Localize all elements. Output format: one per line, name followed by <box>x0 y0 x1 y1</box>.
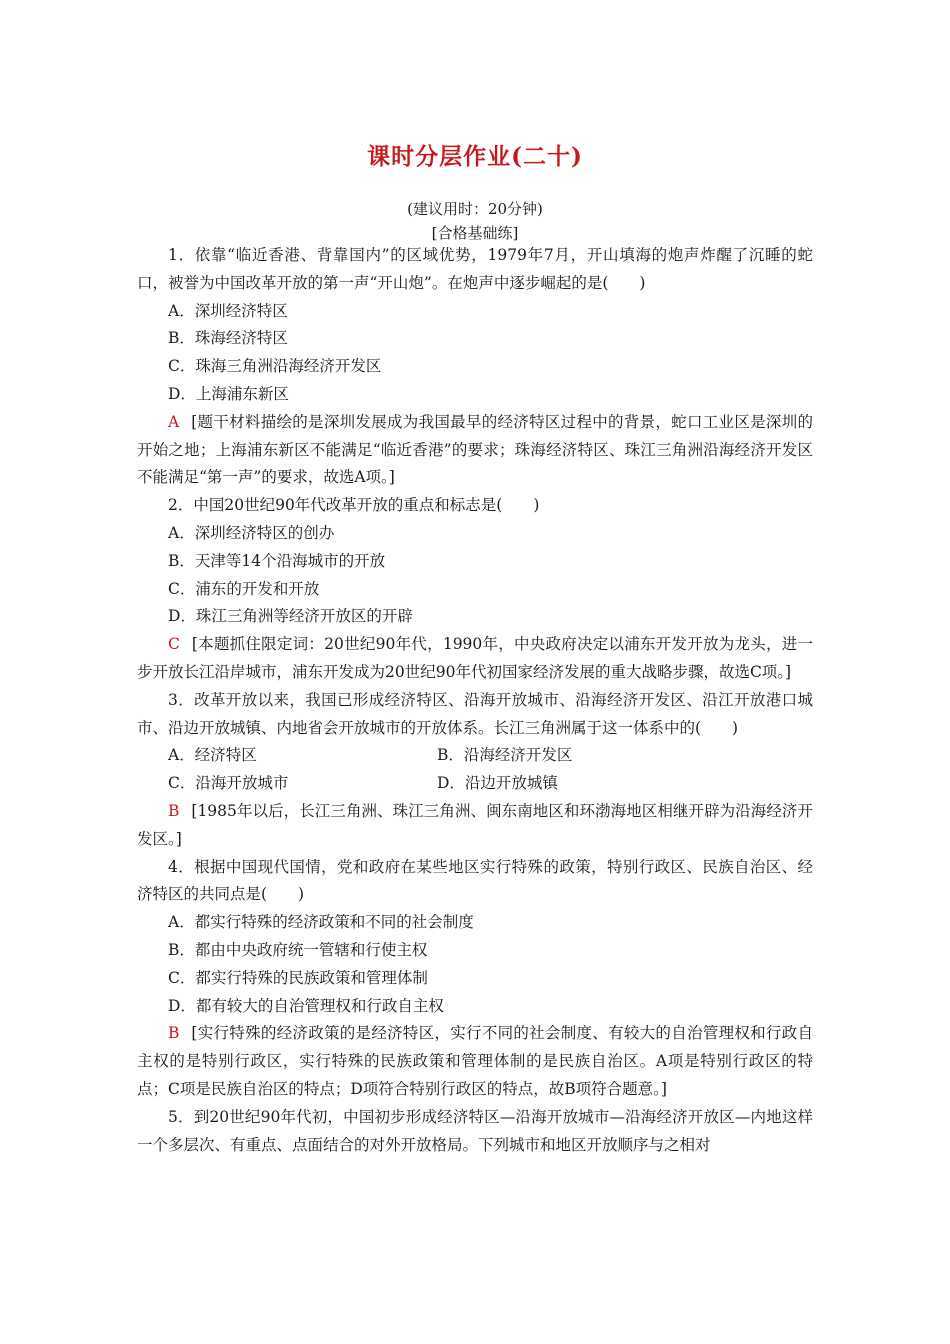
question-3-option-b: B．沿海经济开发区 <box>437 746 573 765</box>
question-2-option-d: D．珠江三角洲等经济开放区的开辟 <box>168 607 413 626</box>
answer-letter: A <box>168 412 180 431</box>
question-1-answer <box>137 409 813 492</box>
question-3-option-c: C．沿海开放城市 <box>168 774 289 793</box>
page-title: 课时分层作业(二十) <box>367 143 583 170</box>
question-3-answer <box>137 798 813 854</box>
question-list <box>137 242 813 1159</box>
answer-letter: B <box>168 1024 180 1043</box>
question-3-options-row-2 <box>137 770 813 798</box>
question-3-stem: 3．改革开放以来，我国已形成经济特区、沿海开放城市、沿海经济开发区、沿江开放港口城市、沿边开放城镇、内地省会开放城市的开放体系。长江三角洲属于这一体系中的( ) <box>137 690 813 737</box>
question-3-option-a: A．经济特区 <box>168 746 257 765</box>
question-4-option-c: C．都实行特殊的民族政策和管理体制 <box>168 968 428 987</box>
answer-letter: C <box>168 635 180 654</box>
suggested-time: (建议用时：20分钟) <box>407 200 543 218</box>
question-2-option-a: A．深圳经济特区的创办 <box>168 523 335 542</box>
question-2-option-b: B．天津等14个沿海城市的开放 <box>168 551 386 570</box>
question-1-stem: 1．依靠“临近香港、背靠国内”的区域优势，1979年7月，开山填海的炮声炸醒了沉睡的蛇口，被誉为中国改革开放的第一声“开山炮”。在炮声中逐步崛起的是( ) <box>137 246 813 292</box>
answer-explanation: [题干材料描绘的是深圳发展成为我国最早的经济特区过程中的背景，蛇口工业区是深圳的开始之地；上海浦东新区不能满足“临近香港”的要求；珠海经济特区、珠江三角洲沿海经济开发区不能满足“第一声”的要求，故选A项。] <box>137 412 813 487</box>
question-2-option-c: C．浦东的开发和开放 <box>168 579 320 598</box>
question-4-stem: 4．根据中国现代国情，党和政府在某些地区实行特殊的政策，特别行政区、民族自治区、经济特区的共同点是( ) <box>137 857 813 904</box>
question-3-option-d: D．沿边开放城镇 <box>437 774 558 793</box>
question-1-option-c: C．珠海三角洲沿海经济开发区 <box>168 357 382 376</box>
question-4-option-a: A．都实行特殊的经济政策和不同的社会制度 <box>168 913 474 932</box>
question-1-option-d: D．上海浦东新区 <box>168 384 289 403</box>
question-5-stem: 5．到20世纪90年代初，中国初步形成经济特区—沿海开放城市—沿海经济开放区—内地这样一个多层次、有重点、点面结合的对外开放格局。下列城市和地区开放顺序与之相对 <box>137 1107 813 1154</box>
question-4-answer <box>137 1020 813 1103</box>
question-4-option-b: B．都由中央政府统一管辖和行使主权 <box>168 940 428 959</box>
answer-letter: B <box>168 801 180 820</box>
question-1-option-a: A．深圳经济特区 <box>168 301 288 320</box>
section-label: [合格基础练] <box>431 224 519 242</box>
question-4-option-d: D．都有较大的自治管理权和行政自主权 <box>168 996 444 1015</box>
answer-explanation: [本题抓住限定词：20世纪90年代，1990年，中央政府决定以浦东开发开放为龙头，进一步开放长江沿岸城市，浦东开发成为20世纪90年代初国家经济发展的重大战略步骤，故选C项。] <box>137 635 813 681</box>
answer-explanation: [实行特殊的经济政策的是经济特区，实行不同的社会制度、有较大的自治管理权和行政自主权的是特别行政区，实行特殊的民族政策和管理体制的是民族自治区。A项是特别行政区的特点；C项是民族自治区的特点；D项符合特别行政区的特点，故B项符合题意。] <box>137 1024 813 1098</box>
question-1-option-b: B．珠海经济特区 <box>168 329 288 348</box>
question-2-stem: 2．中国20世纪90年代改革开放的重点和标志是( ) <box>168 496 540 515</box>
answer-explanation: [1985年以后，长江三角洲、珠江三角洲、闽东南地区和环渤海地区相继开辟为沿海经济开发区。] <box>137 801 813 848</box>
question-3-options-row-1 <box>137 742 813 770</box>
question-2-answer <box>137 631 813 687</box>
